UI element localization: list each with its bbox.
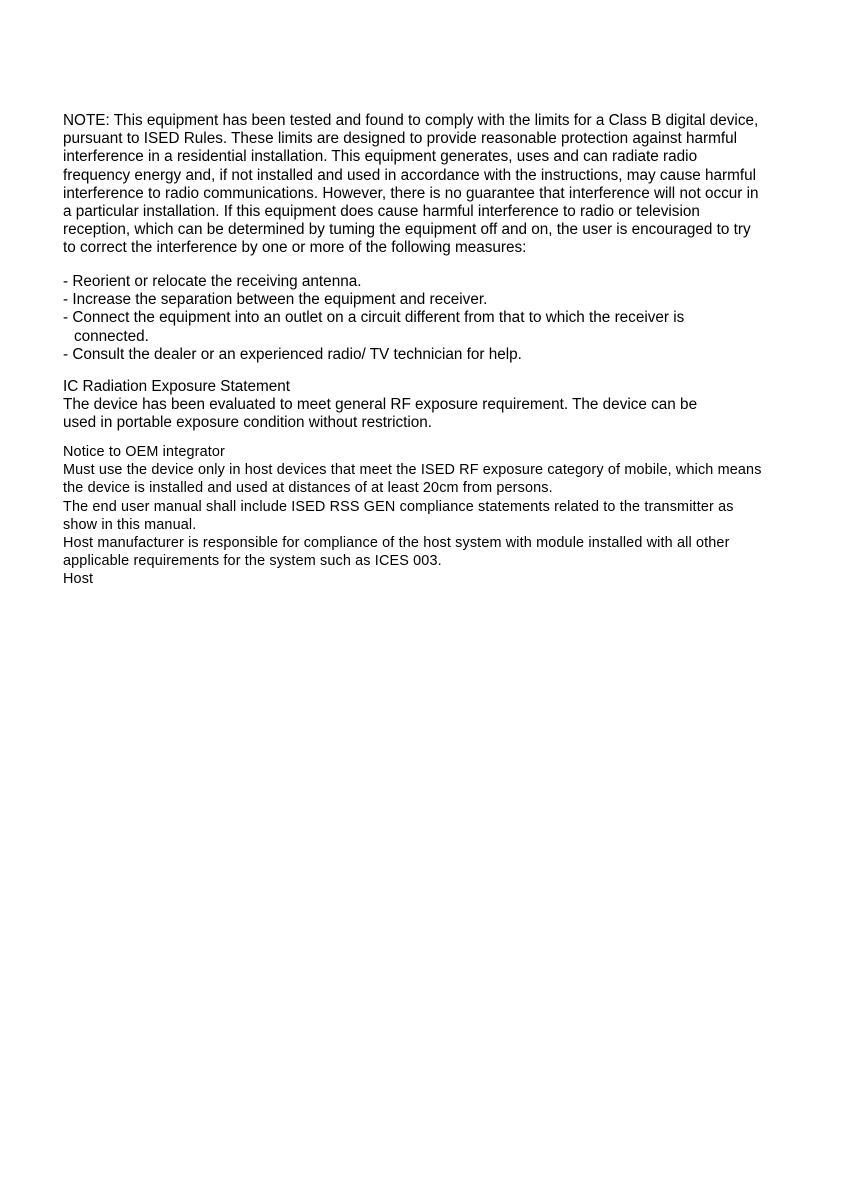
note-paragraph — [63, 112, 788, 258]
ic-statement-line: used in portable exposure condition without restriction. — [63, 414, 433, 432]
list-item: - Reorient or relocate the receiving antenna. — [63, 273, 362, 290]
note-line: interference in a residential installation. This equipment generates, uses and can radiate radio — [63, 148, 698, 166]
measures-list — [63, 273, 788, 364]
list-item: - Connect the equipment into an outlet on a circuit different from that to which the receiver is — [63, 309, 685, 327]
list-item-continuation: connected. — [74, 327, 149, 345]
section-heading: Notice to OEM integrator — [63, 444, 225, 460]
note-line: reception, which can be determined by tuming the equipment off and on, the user is encouraged to try — [63, 221, 751, 239]
oem-line: show in this manual. — [63, 516, 197, 533]
list-item: - Increase the separation between the equipment and receiver. — [63, 291, 488, 309]
note-line: interference to radio communications. However, there is no guarantee that interference will not occur in — [63, 184, 759, 202]
oem-notice-section — [63, 443, 788, 589]
note-line: frequency energy and, if not installed and used in accordance with the instructions, may cause harmful — [63, 166, 756, 184]
oem-line: Host manufacturer is responsible for compliance of the host system with module installed with all other — [63, 535, 730, 552]
section-heading: IC Radiation Exposure Statement — [63, 378, 291, 395]
note-line: NOTE: This equipment has been tested and found to comply with the limits for a Class B digital device, — [63, 112, 759, 129]
oem-line: The end user manual shall include ISED RSS GEN compliance statements related to the transmitter as — [63, 498, 734, 515]
note-line: pursuant to ISED Rules. These limits are designed to provide reasonable protection against harmful — [63, 130, 738, 148]
list-item: - Consult the dealer or an experienced radio/ TV technician for help. — [63, 345, 522, 363]
ic-statement-line: The device has been evaluated to meet general RF exposure requirement. The device can be — [63, 396, 698, 414]
note-line: to correct the interference by one or more of the following measures: — [63, 239, 527, 257]
oem-line: Host — [63, 571, 94, 588]
oem-line: applicable requirements for the system such as ICES 003. — [63, 553, 442, 570]
ic-statement-section — [63, 378, 788, 433]
note-line: a particular installation. If this equipment does cause harmful interference to radio or television — [63, 203, 700, 221]
oem-line: Must use the device only in host devices that meet the ISED RF exposure category of mobile, which means — [63, 462, 762, 479]
oem-line: the device is installed and used at distances of at least 20cm from persons. — [63, 480, 553, 497]
